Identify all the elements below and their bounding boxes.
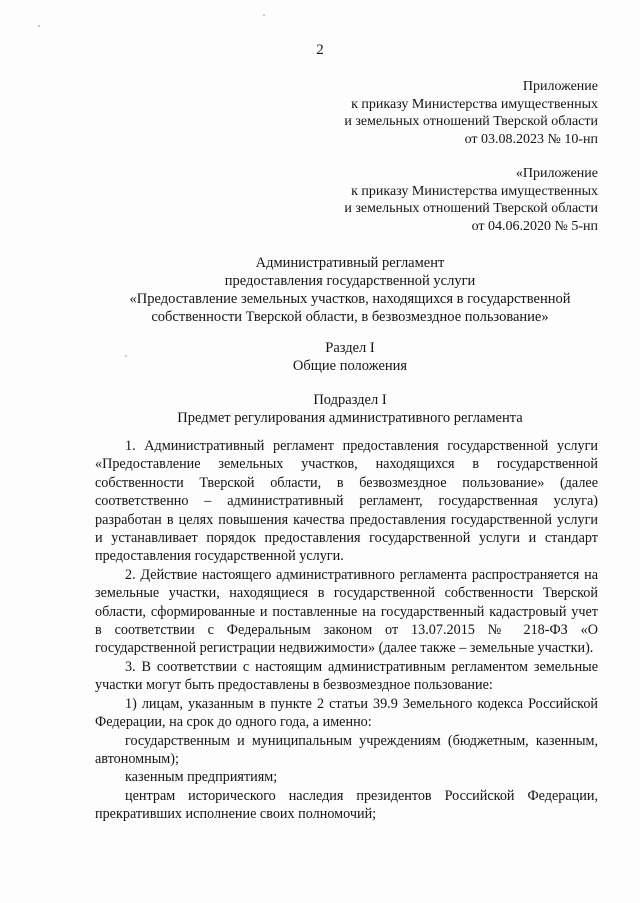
scan-speck	[125, 355, 127, 357]
title-line4: собственности Тверской области, в безвозмездное пользование»	[151, 309, 549, 325]
appendix-previous-line2: к приказу Министерства имущественных	[351, 183, 598, 199]
paragraph-list-item: казенным предприятиям;	[125, 769, 278, 786]
page-number: 2	[316, 42, 324, 58]
title-line3: «Предоставление земельных участков, находящихся в государственной	[129, 291, 571, 307]
document-title	[60, 254, 640, 326]
scan-speck	[38, 25, 40, 27]
title-line1: Административный регламент	[255, 255, 445, 271]
section-line2: Общие положения	[292, 358, 408, 374]
appendix-current-line3: и земельных отношений Тверской области	[344, 114, 598, 129]
subsection-heading	[60, 391, 640, 427]
subsection-line2: Предмет регулирования административного регламента	[177, 410, 523, 426]
paragraph-2: 2. Действие настоящего административного регламента распространяется на земельные участки, находящиеся в государственной собственности Тверской области, сформированные и поставленные на государственный кадастровый учет в соответствии с Федеральным законом от 13.07.2015 № 218-ФЗ «О государственной регистрации недвижимости» (далее также – земельные участки).	[95, 566, 598, 657]
paragraph-list-item: государственным и муниципальным учреждениям (бюджетным, казенным, автономным);	[95, 732, 598, 767]
paragraph-3: 3. В соответствии с настоящим административным регламентом земельные участки могут быть предоставлены в безвозмездное пользование:	[95, 658, 598, 694]
appendix-previous-line4: от 04.06.2020 № 5-нп	[471, 218, 598, 234]
appendix-current-line2: к приказу Министерства имущественных	[351, 96, 598, 112]
appendix-previous-line1: «Приложение	[515, 166, 598, 181]
appendix-current-line1: Приложение	[522, 79, 598, 94]
paragraph-list-item: центрам исторического наследия президентов Российской Федерации, прекративших исполнение своих полномочий;	[95, 787, 598, 823]
scan-speck	[263, 14, 265, 16]
appendix-previous-line3: и земельных отношений Тверской области	[344, 201, 598, 216]
appendix-current-line4: от 03.08.2023 № 10-нп	[464, 131, 598, 147]
paragraph-1: 1. Административный регламент предоставления государственной услуги «Предоставление земельных участков, находящихся в государственной собственности Тверской области, в безвозмездное пользование» (далее соответственно – административный регламент, государственная услуга) разработан в целях повышения качества предоставления государственной услуги и устанавливает порядок предоставления государственной услуги и стандарт предоставления государственной услуги.	[95, 438, 598, 565]
section-heading	[60, 339, 640, 375]
section-line1: Раздел I	[325, 340, 375, 356]
title-line2: предоставления государственной услуги	[224, 273, 476, 289]
paragraph-3-1: 1) лицам, указанным в пункте 2 статьи 39.9 Земельного кодекса Российской Федерации, на срок до одного года, а именно:	[95, 695, 598, 731]
document-body	[95, 437, 598, 824]
appendix-header-current	[344, 78, 598, 148]
subsection-line1: Подраздел I	[313, 392, 387, 408]
appendix-header-previous	[344, 165, 598, 235]
